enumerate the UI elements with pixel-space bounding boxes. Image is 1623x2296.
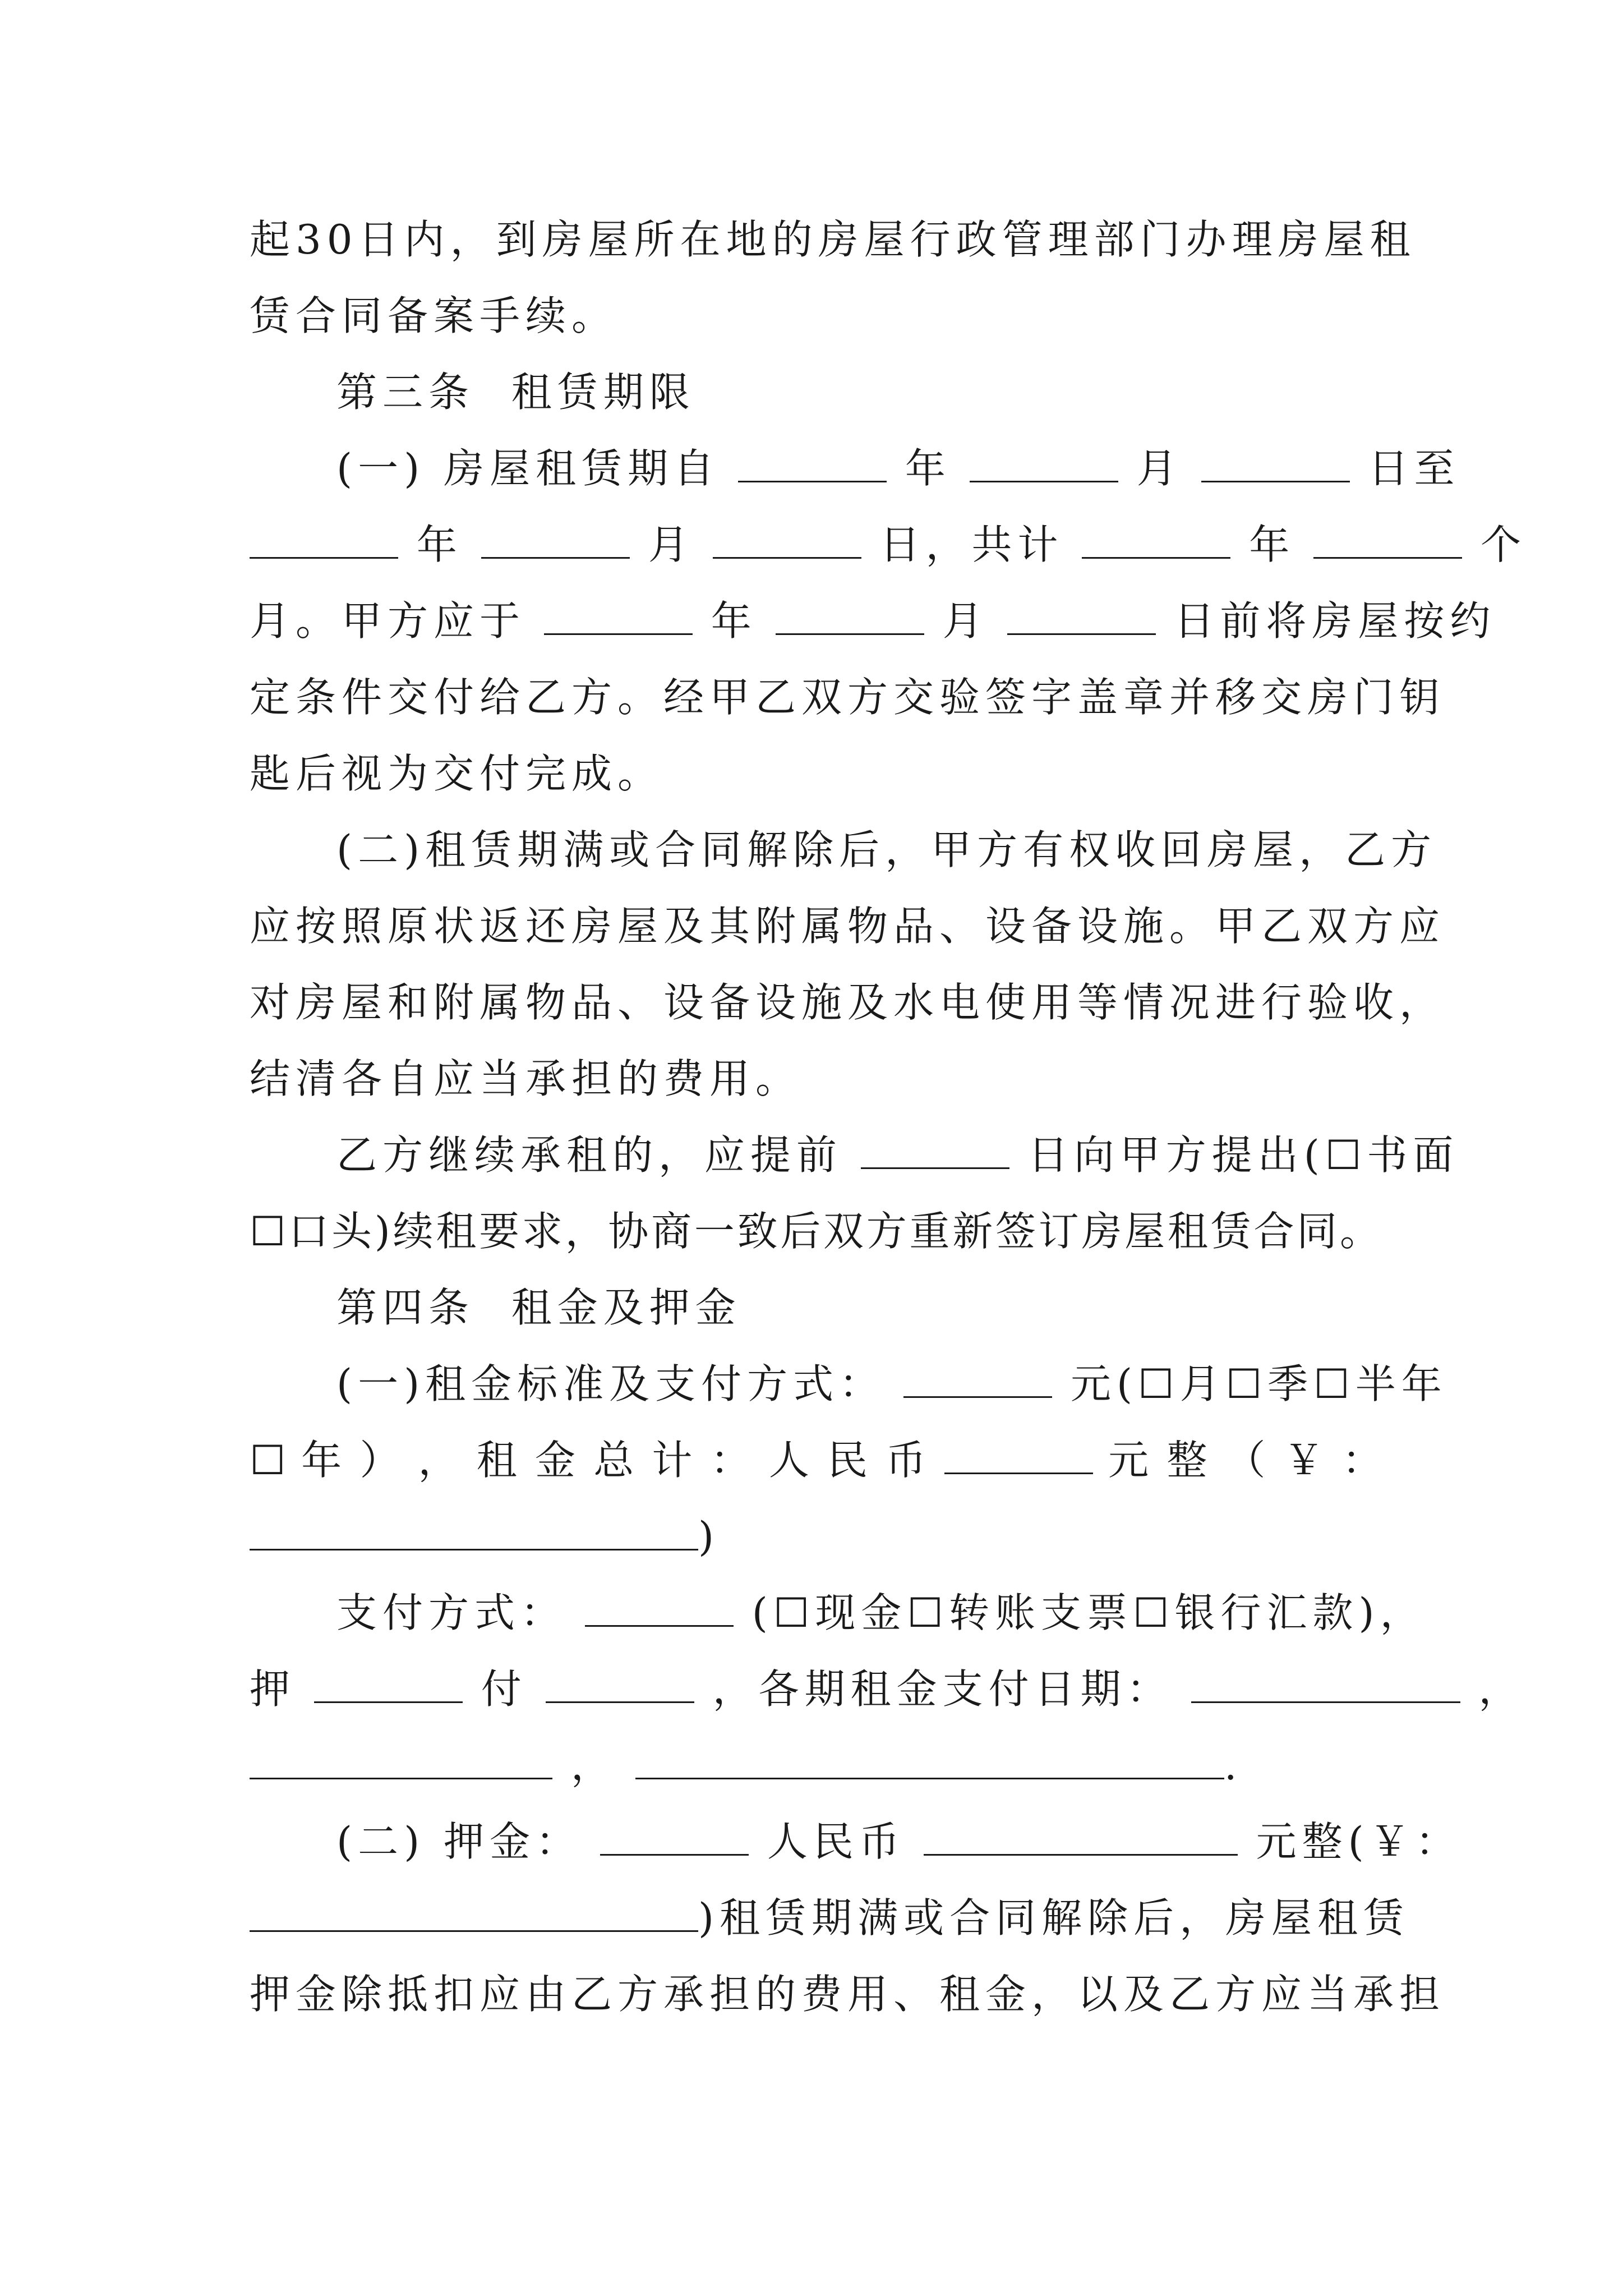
- line-text: 定条件交付给乙方。经甲乙双方交验签字盖章并移交房门钥: [250, 674, 1446, 721]
- line-text: 赁合同备案手续。: [250, 292, 618, 339]
- line-text: (二) 押金：: [336, 1818, 582, 1865]
- article-4-heading: [336, 1277, 1382, 1338]
- month-blank[interactable]: [776, 596, 924, 635]
- line-text: 日向甲方提出(☐书面: [1027, 1131, 1459, 1179]
- line-text: .: [1224, 1742, 1243, 1789]
- day-blank[interactable]: [1201, 444, 1350, 482]
- line-text: )租赁期满或合同解除后，房屋租赁: [698, 1894, 1410, 1941]
- rent-standard-line: [336, 1353, 1447, 1415]
- line-text: 日前将房屋按约: [1174, 597, 1496, 645]
- line-text: 元整(￥：: [1256, 1818, 1461, 1865]
- line-text: 起30日内，到房屋所在地的房屋行政管理部门办理房屋租: [250, 216, 1416, 263]
- line-text: 元 整 （ ￥ ：: [1108, 1437, 1382, 1484]
- deposit-blank[interactable]: [600, 1817, 749, 1856]
- rent-amount-blank[interactable]: [903, 1359, 1052, 1398]
- line-text: 月: [648, 521, 694, 568]
- line-text: 年: [905, 445, 951, 492]
- heading-text: 第四条 租金及押金: [336, 1284, 741, 1331]
- payment-schedule-line: [250, 1658, 1525, 1720]
- deposit-line: [336, 1811, 1461, 1872]
- lease-term-line-2: [250, 514, 1527, 576]
- year-blank[interactable]: [250, 520, 398, 559]
- text-line-11: [250, 972, 1446, 1033]
- month-blank[interactable]: [481, 520, 630, 559]
- month-blank[interactable]: [970, 444, 1118, 482]
- line-text: 年: [1249, 521, 1295, 568]
- line-text: 月: [942, 597, 989, 645]
- line-text: ☐ 年 ） ， 租 金 总 计 ： 人 民 币: [250, 1437, 929, 1484]
- rent-total-figure-blank[interactable]: [250, 1512, 698, 1550]
- deposit-months-blank[interactable]: [314, 1664, 463, 1703]
- line-text: 日，共计: [879, 521, 1064, 568]
- line-text: 日至: [1368, 445, 1460, 492]
- total-years-blank[interactable]: [1082, 520, 1230, 559]
- line-text: ，: [1478, 1665, 1525, 1713]
- payment-date-blank[interactable]: [635, 1741, 1224, 1779]
- rent-total-line: [250, 1429, 1382, 1491]
- year-blank[interactable]: [738, 444, 887, 482]
- pay-months-blank[interactable]: [546, 1664, 694, 1703]
- line-text: 对房屋和附属物品、设备设施及水电使用等情况进行验收，: [250, 979, 1446, 1026]
- payment-date-blank[interactable]: [1191, 1664, 1460, 1703]
- line-text: 年: [416, 521, 463, 568]
- rent-total-blank[interactable]: [944, 1435, 1093, 1474]
- text-line-9: [336, 819, 1437, 881]
- text-line-2: [250, 285, 1382, 347]
- text-line-14: [250, 1200, 1382, 1262]
- line-text: 月。甲方应于: [250, 597, 526, 645]
- deposit-figure-blank[interactable]: [250, 1893, 698, 1932]
- line-text: 结清各自应当承担的费用。: [250, 1055, 802, 1102]
- article-3-heading: [336, 361, 1382, 423]
- delivery-date-line: [250, 590, 1496, 652]
- payment-method-line: [336, 1582, 1426, 1644]
- line-text: 元(☐月☐季☐半年: [1070, 1360, 1447, 1407]
- day-blank[interactable]: [1007, 596, 1156, 635]
- text-line-8: [250, 743, 1382, 804]
- text-line-12: [250, 1048, 1382, 1110]
- line-text: ☐口头)续租要求，协商一致后双方重新签订房屋租赁合同。: [250, 1208, 1382, 1255]
- payment-dates-line: [250, 1734, 1382, 1796]
- text-line-24: [250, 1963, 1446, 2025]
- line-text: ，各期租金支付日期：: [712, 1665, 1173, 1713]
- line-text: 押金除抵扣应由乙方承担的费用、租金，以及乙方应当承担: [250, 1971, 1446, 2018]
- deposit-amount-blank[interactable]: [924, 1817, 1238, 1856]
- year-blank[interactable]: [544, 596, 693, 635]
- line-text: (一) 房屋租赁期自: [336, 445, 720, 492]
- total-months-blank[interactable]: [1313, 520, 1462, 559]
- line-text: 付: [481, 1665, 527, 1713]
- line-text: (一)租金标准及支付方式：: [336, 1360, 886, 1407]
- line-text: ，: [570, 1742, 617, 1789]
- line-text: 匙后视为交付完成。: [250, 750, 664, 797]
- payment-date-blank[interactable]: [250, 1741, 552, 1779]
- line-text: 个: [1481, 521, 1527, 568]
- text-line-1: [250, 209, 1416, 270]
- line-text: 押: [250, 1665, 296, 1713]
- line-text: 支付方式：: [336, 1589, 567, 1636]
- renewal-notice-line: [336, 1124, 1459, 1186]
- rent-total-figure-line: [250, 1506, 1382, 1567]
- line-text: 乙方继续承租的，应提前: [336, 1131, 843, 1179]
- notice-days-blank[interactable]: [861, 1130, 1009, 1169]
- line-text: (☐现金☐转账支票☐银行汇款)，: [751, 1589, 1426, 1636]
- line-text: ): [698, 1513, 720, 1560]
- line-text: 人民币: [767, 1818, 905, 1865]
- line-text: (二)租赁期满或合同解除后，甲方有权收回房屋，乙方: [336, 826, 1437, 873]
- line-text: 月: [1136, 445, 1183, 492]
- deposit-figure-line: [250, 1887, 1410, 1949]
- lease-term-line-1: [336, 438, 1460, 499]
- day-blank[interactable]: [713, 520, 861, 559]
- payment-method-blank[interactable]: [585, 1588, 734, 1627]
- line-text: 应按照原状返还房屋及其附属物品、设备设施。甲乙双方应: [250, 903, 1446, 950]
- line-text: 年: [711, 597, 757, 645]
- heading-text: 第三条 租赁期限: [336, 369, 695, 416]
- text-line-10: [250, 895, 1446, 957]
- text-line-7: [250, 666, 1446, 728]
